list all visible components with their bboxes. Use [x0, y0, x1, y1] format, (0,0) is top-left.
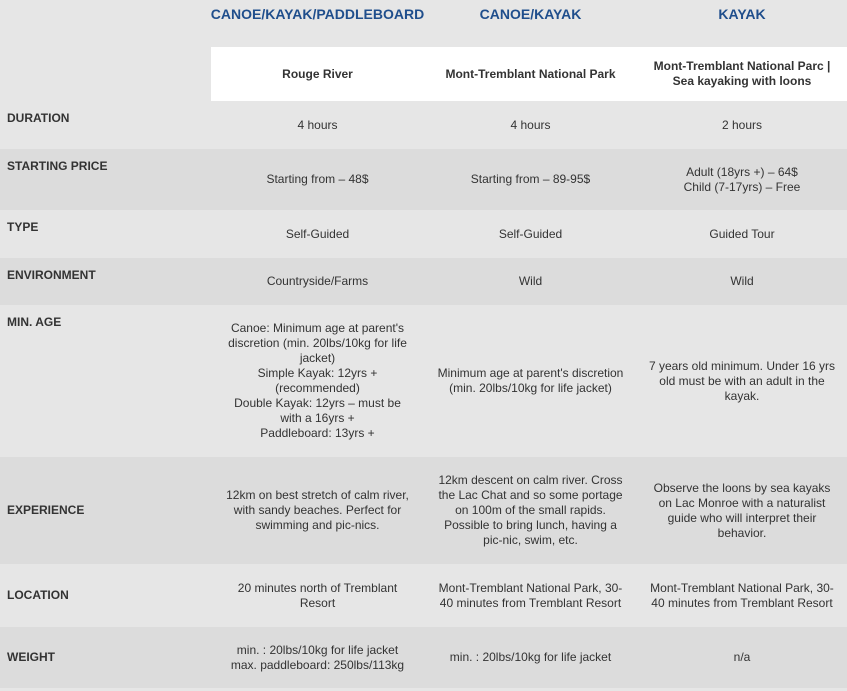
row-label-min-age: MIN. AGE	[0, 305, 211, 457]
type-value-1: Self-Guided	[211, 210, 424, 258]
min-age-line: 7 years old minimum. Under 16 yrs	[648, 358, 836, 373]
min-age-line: kayak.	[724, 388, 760, 403]
duration-value-1: 4 hours	[211, 101, 424, 149]
min-age-line: (recommended)	[275, 381, 360, 395]
price-value-3	[637, 149, 847, 210]
min-age-line: Paddleboard: 13yrs +	[260, 426, 375, 440]
experience-line: with sandy beaches. Perfect for	[233, 503, 402, 517]
type-value-2: Self-Guided	[424, 210, 637, 258]
min-age-value-3	[637, 305, 847, 457]
row-label-starting-price: STARTING PRICE	[0, 149, 211, 210]
category-header-1: CANOE/KAYAK/PADDLEBOARD	[210, 6, 425, 22]
location-value-1	[211, 564, 424, 627]
duration-value-2: 4 hours	[424, 101, 637, 149]
weight-value-1	[211, 627, 424, 688]
activity-name-2: Mont-Tremblant National Park	[424, 47, 637, 101]
experience-line: pic-nic, swim, etc.	[483, 533, 578, 547]
experience-line: Observe the loons by sea kayaks	[653, 480, 831, 495]
price-line: Adult (18yrs +) – 64$	[686, 164, 798, 179]
min-age-line: jacket)	[299, 351, 336, 365]
activity-name-1: Rouge River	[211, 47, 424, 101]
location-line: Mont-Tremblant National Park, 30-	[650, 580, 834, 595]
experience-value-1	[211, 457, 424, 564]
price-line: Child (7-17yrs) – Free	[683, 179, 801, 194]
row-label-environment: ENVIRONMENT	[0, 258, 211, 305]
corner-blank	[0, 0, 211, 47]
experience-line: guide who will interpret their	[667, 510, 817, 525]
row-label-weight: WEIGHT	[0, 627, 211, 688]
experience-line: Possible to bring lunch, having a	[444, 518, 617, 532]
row-label-type: TYPE	[0, 210, 211, 258]
row-label-duration: DURATION	[0, 101, 211, 149]
location-line: 20 minutes north of Tremblant	[237, 580, 398, 595]
activity-name-3-line: Sea kayaking with loons	[672, 74, 812, 88]
experience-line: 12km descent on calm river. Cross	[438, 473, 623, 487]
min-age-line: Simple Kayak: 12yrs +	[257, 366, 378, 380]
category-header-3: KAYAK	[718, 6, 766, 22]
min-age-line: discretion (min. 20lbs/10kg for life	[228, 336, 407, 350]
experience-line: behavior.	[717, 525, 767, 540]
environment-value-2: Wild	[424, 258, 637, 305]
activity-name-3	[637, 47, 847, 101]
environment-value-3: Wild	[637, 258, 847, 305]
location-line: Resort	[299, 595, 336, 610]
environment-value-1: Countryside/Farms	[211, 258, 424, 305]
min-age-line: Double Kayak: 12yrs – must be	[234, 396, 401, 410]
min-age-line: Minimum age at parent's discretion	[437, 366, 624, 380]
category-header-2: CANOE/KAYAK	[479, 6, 582, 22]
experience-line: 12km on best stretch of calm river,	[226, 488, 409, 502]
location-value-2	[424, 564, 637, 627]
weight-value-2: min. : 20lbs/10kg for life jacket	[424, 627, 637, 688]
location-line: Mont-Tremblant National Park, 30-	[438, 580, 623, 595]
corner-blank-2	[0, 47, 211, 101]
row-label-location: LOCATION	[0, 564, 211, 627]
min-age-line: Canoe: Minimum age at parent's	[230, 321, 405, 335]
row-label-experience: EXPERIENCE	[0, 457, 211, 564]
weight-value-3: n/a	[637, 627, 847, 688]
type-value-3: Guided Tour	[637, 210, 847, 258]
min-age-line: old must be with an adult in the	[659, 373, 825, 388]
min-age-value-2	[424, 305, 637, 457]
min-age-value-1	[211, 305, 424, 457]
price-value-2: Starting from – 89-95$	[424, 149, 637, 210]
experience-line: swimming and pic-nics.	[255, 518, 380, 532]
duration-value-3: 2 hours	[637, 101, 847, 149]
experience-line: the Lac Chat and so some portage	[438, 488, 623, 502]
location-line: 40 minutes from Tremblant Resort	[439, 595, 622, 610]
experience-line: on Lac Monroe with a naturalist	[658, 495, 826, 510]
location-value-3	[637, 564, 847, 627]
experience-value-3	[637, 457, 847, 564]
experience-value-2	[424, 457, 637, 564]
activity-name-3-line: Mont-Tremblant National Parc |	[653, 59, 831, 73]
min-age-line: with a 16yrs +	[280, 411, 355, 425]
price-value-1: Starting from – 48$	[211, 149, 424, 210]
location-line: 40 minutes from Tremblant Resort	[651, 595, 833, 610]
weight-line: min. : 20lbs/10kg for life jacket	[236, 642, 399, 657]
min-age-line: (min. 20lbs/10kg for life jacket)	[449, 381, 612, 395]
experience-line: on 100m of the small rapids.	[455, 503, 606, 517]
weight-line: max. paddleboard: 250lbs/113kg	[230, 657, 405, 672]
